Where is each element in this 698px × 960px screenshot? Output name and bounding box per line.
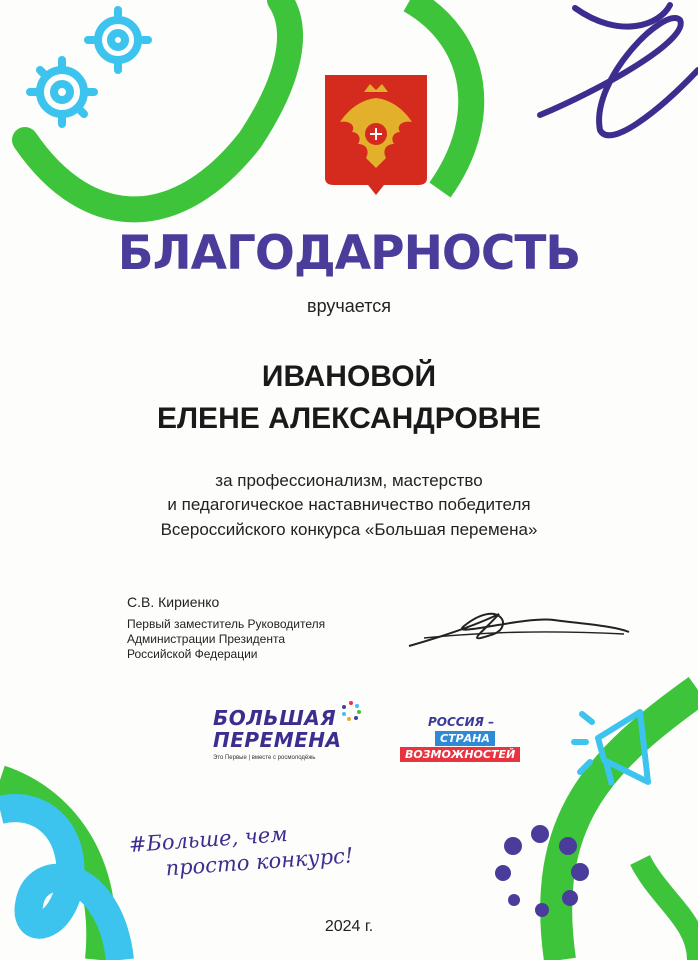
bp-logo-tagline: Это Первые | вместе с росмолодёжь [213,755,316,761]
bp-dots-icon [340,700,362,722]
certificate-subtitle: вручается [307,296,391,316]
rs-logo-line-1: РОССИЯ – [428,715,495,729]
bp-logo-line-2: ПЕРЕМЕНА [213,728,342,752]
rs-logo-line-2: СТРАНА [435,731,495,746]
bp-logo-line-1: БОЛЬШАЯ [213,706,337,730]
hashtag-line-2: просто конкурс! [164,843,355,881]
year: 2024 г. [324,918,374,935]
recipient-given-names: ЕЛЕНЕ АЛЕКСАНДРОВНЕ [157,402,541,435]
signature [404,596,634,656]
signer-position-line-1: Первый заместитель Руководителя [127,617,326,631]
signer-name: С.В. Кириенко [127,594,220,610]
certificate-title: БЛАГОДАРНОСТЬ [117,226,581,281]
hashtag-line-1: #Больше, чем [128,821,289,857]
signer-position-line-3: Российской Федерации [127,647,258,661]
reason-line-3: Всероссийского конкурса «Большая перемена» [160,520,538,539]
russia-strana-logo [400,715,540,770]
recipient-surname: ИВАНОВОЙ [261,360,437,393]
reason-line-2: и педагогическое наставничество победителя [167,495,531,514]
gear-icon [40,20,138,114]
coat-of-arms-icon [325,75,427,195]
rs-logo-line-3: ВОЗМОЖНОСТЕЙ [400,747,520,762]
bolshaya-peremena-logo [210,700,370,770]
signer-position-line-2: Администрации Президента [127,632,285,646]
reason-line-1: за профессионализм, мастерство [215,471,483,490]
